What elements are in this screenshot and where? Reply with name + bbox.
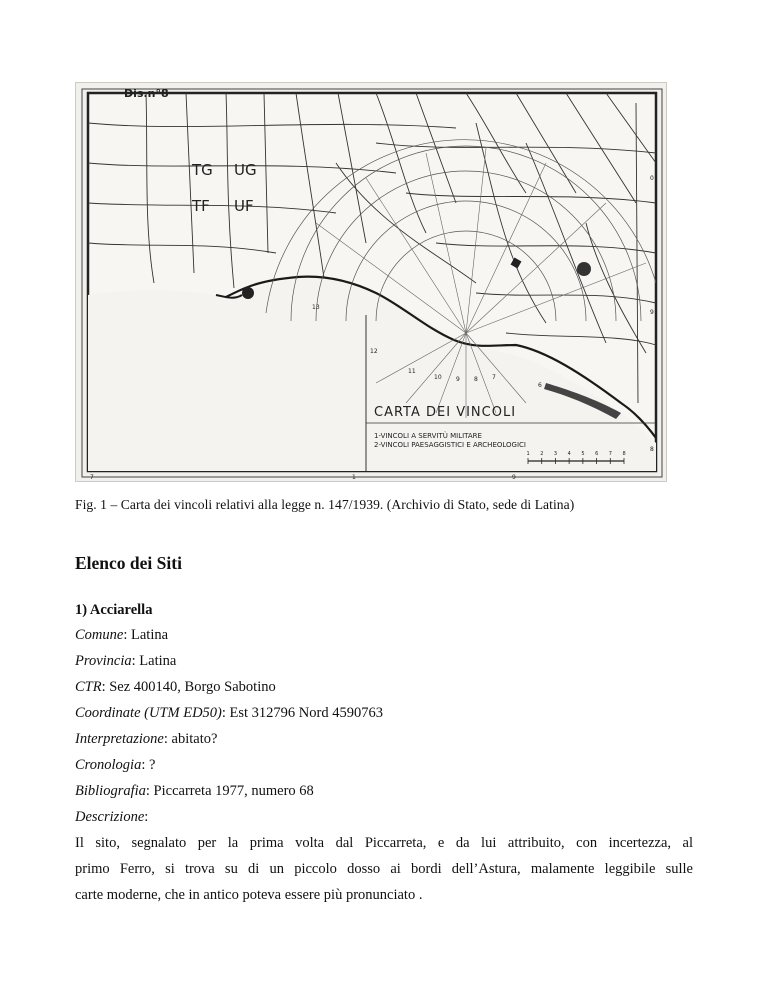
town-marker <box>242 287 254 299</box>
field-provincia <box>75 653 176 670</box>
scale-number: 7 <box>608 451 612 457</box>
fan-number: 11 <box>408 368 416 375</box>
field-bibliografia <box>75 783 314 800</box>
field-value: : Latina <box>131 653 177 669</box>
field-label: Comune <box>75 627 124 643</box>
grid-label: TG <box>192 161 213 179</box>
field-value: : <box>144 809 149 825</box>
fan-number: 13 <box>312 304 320 311</box>
description-line: primo Ferro, si trova su di un piccolo dosso ai bordi dell’Astura, malamente leggibile sulle <box>75 861 693 877</box>
fan-number: 8 <box>474 376 478 383</box>
edge-tick: 9 <box>650 309 654 316</box>
field-cronologia <box>75 757 155 774</box>
fan-number: 12 <box>370 348 378 355</box>
fan-number: 7 <box>492 374 496 381</box>
edge-tick: 8 <box>650 446 654 453</box>
figure-caption: Fig. 1 – Carta dei vincoli relativi alla legge n. 147/1939. (Archivio di Stato, sede di Latina) <box>75 497 575 512</box>
grid-label: UF <box>234 197 254 215</box>
field-coordinate <box>75 705 383 722</box>
site-title: 1) Acciarella <box>75 602 153 618</box>
field-interpretazione <box>75 731 217 748</box>
fan-number: 9 <box>456 376 460 383</box>
edge-tick: 7 <box>90 474 94 481</box>
edge-tick: 9 <box>512 474 516 481</box>
field-comune <box>75 627 168 644</box>
fan-number: 6 <box>538 382 542 389</box>
scale-number: 4 <box>567 451 571 457</box>
field-descrizione <box>75 809 148 826</box>
historic-map <box>76 83 667 482</box>
field-label: Coordinate (UTM ED50) <box>75 705 222 721</box>
description-line: carte moderne, che in antico poteva essere più pronunciato . <box>75 887 423 903</box>
field-value: : abitato? <box>163 731 218 747</box>
field-label: Interpretazione <box>75 731 164 747</box>
scale-number: 6 <box>595 451 599 457</box>
field-label: Cronologia <box>75 757 142 773</box>
field-label: Provincia <box>75 653 132 669</box>
legend-title: CARTA DEI VINCOLI <box>374 405 517 420</box>
field-value: : ? <box>141 757 156 773</box>
field-ctr <box>75 679 276 696</box>
scale-number: 5 <box>581 451 585 457</box>
legend-line-1: 1-VINCOLI A SERVITÙ MILITARE <box>374 432 482 440</box>
edge-tick: 0 <box>650 175 654 182</box>
field-value: : Piccarreta 1977, numero 68 <box>145 783 314 799</box>
scale-number: 3 <box>553 451 558 457</box>
description-line: Il sito, segnalato per la prima volta dal Piccarreta, e da lui attribuito, con incertezza, al <box>75 835 693 851</box>
edge-tick: 1 <box>352 474 356 481</box>
legend-line-2: 2-VINCOLI PAESAGGISTICI E ARCHEOLOGICI <box>374 441 526 449</box>
sheet-label: Dis.n°8 <box>124 87 169 100</box>
grid-label: TF <box>192 197 210 215</box>
field-label: Descrizione <box>75 809 145 825</box>
fan-number: 10 <box>434 374 442 381</box>
field-value: : Est 312796 Nord 4590763 <box>221 705 383 721</box>
field-label: CTR <box>75 679 102 695</box>
scale-number: 1 <box>526 451 530 457</box>
scale-number: 2 <box>540 451 544 457</box>
scale-number: 8 <box>622 451 626 457</box>
map-figure <box>75 82 667 482</box>
grid-label: UG <box>234 161 257 179</box>
field-value: : Sez 400140, Borgo Sabotino <box>101 679 276 695</box>
town-marker <box>577 262 591 276</box>
field-value: : Latina <box>123 627 169 643</box>
section-title: Elenco dei Siti <box>75 553 182 573</box>
field-label: Bibliografia <box>75 783 146 799</box>
